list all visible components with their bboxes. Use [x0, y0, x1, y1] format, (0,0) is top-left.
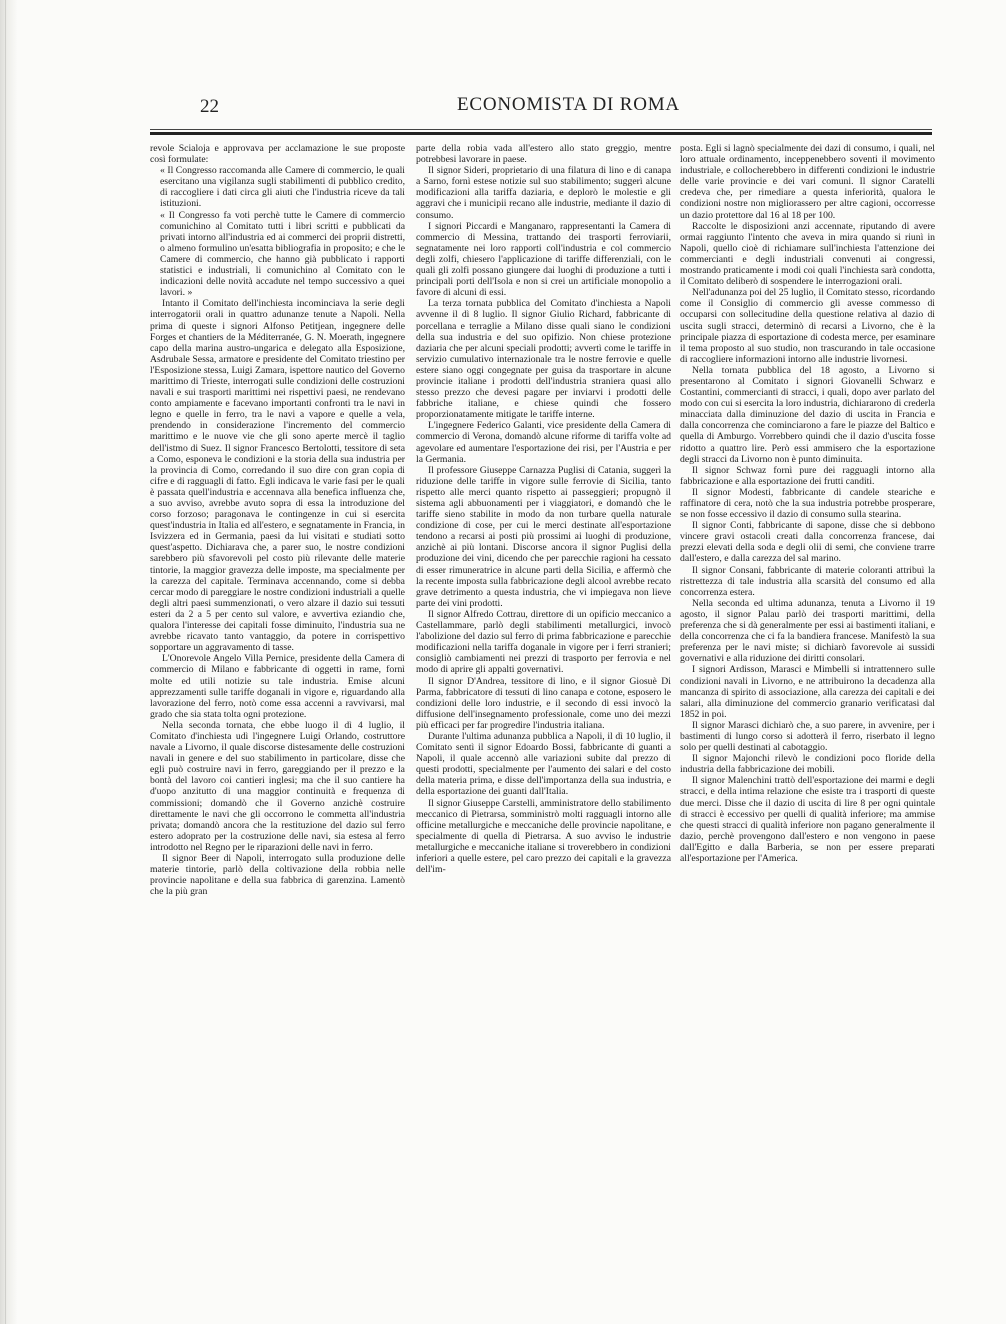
paragraph: Il signor Beer di Napoli, interrogato sulla produzione delle materie tintorie, parlò della coltivazione della robbia nelle provincie napolitane e della sua fabbrica di garenzina. Lamentò che la più gran [150, 853, 405, 898]
paragraph: Il signor Majonchi rilevò le condizioni poco floride della industria della fabbricazione dei mobili. [680, 753, 935, 776]
paragraph: Durante l'ultima adunanza pubblica a Napoli, il dì 10 luglio, il Comitato sentì il signor Edoardo Bossi, fabbricante di guanti a Napoli, il quale accennò alle variazioni subite dal prezzo di questi prodotti, specialmente per l'aumento dei salari e del costo della materia prima, e disse dell'importanza della sua industria, e della esportazione dei guanti dall'Italia. [416, 730, 671, 798]
paragraph: Intanto il Comitato dell'inchiesta incominciava la serie degli interrogatorii orali in quattro adunanze tenute a Napoli. Nella prima di queste i signori Alfonso Petitjean, ingegnere delle Forges et chantiers de la Méditerranée, G. N. Moerath, ingegnere capo della marina austro-ungarica e delegato alla Esposizione, Asdrubale Sessa, armatore e presidente del Comitato triestino per l'Esposizione stessa, Luigi Zamara, ispettore nautico del Governo marittimo di Trieste, interrogati sulle condizioni delle costruzioni navali e sui trasporti marittimi nei rispettivi paesi, ne rendevano conto ampiamente e facevano importanti confronti tra le navi in legno e quelle in ferro, tra le navi a vapore e quelle a vela, prendendo in considerazione l'incremento del commercio marittimo e le nuove vie che gli sono aperte mercè il taglio dell'istmo di Suez. Il signor Francesco Bertolotti, tessitore di seta a Como, esponeva le condizioni e la storia della sua industria per la provincia di Como, corredando il suo dire con gran copia di cifre e di ragguagli di fatto. Egli indicava le varie fasi per le quali è passata quell'industria e accennava alla benefica influenza che, a suo avviso, avrebbe avuto sopra di essa la introduzione del corso forzoso; paragonava le contingenze in cui si esercita quest'industria in Italia ed all'estero, e segnatamente in Francia, in Isvizzera ed in Germania, paesi da lui visitati e studiati sotto quest'aspetto. Dichiarava che, a parer suo, le nostre condizioni sarebbero più sfavorevoli pel costo più rilevante delle materie tintorie, la maggior gravezza delle imposte, ma specialmente per la carezza del capitale. Terminava accennando, come si debba cercar modo di pareggiare le nostre condizioni industriali a quelle degli altri paesi summenzionati, o vero alzare il dazio sui tessuti esteri da 2 a 5 per cento sul valore, e avvertiva eziandio che, qualora l'interesse dei capitali fosse diminuito, l'industria sua ne avrebbe ricavato tanto vantaggio, da potere in corrispettivo sopportare un aggravamento di tasse. [150, 298, 406, 654]
text-column-2 [416, 143, 671, 875]
paragraph: « Il Congresso fa voti perchè tutte le Camere di commercio comunichino al Comitato tutti i libri scritti e pubblicati da privati intorno all'industria ed ai commerci dei proprii distretti, o almeno formulino un'esatta bibliografia in proposito; e che le Camere di commercio, che hanno già pubblicato i rapporti statistici e industriali, li comunichino al Comitato con le indicazioni delle novità accadute nel tempo successivo a quei lavori. » [160, 209, 405, 299]
paragraph: Il signor Giuseppe Carstelli, amministratore dello stabilimento meccanico di Pietrarsa, somministrò molti ragguagli intorno alle officine metallurgiche e meccaniche delle provincie napolitane, e specialmente di quella di Pietrarsa. A suo avviso le industrie metallurgiche e meccaniche italiane si troverebbero in condizioni inferiori a quelle estere, pel caro prezzo dei capitali e la gravezza dell'im- [416, 797, 671, 876]
paragraph: Raccolte le disposizioni anzi accennate, riputando di avere ormai raggiunto l'intento che aveva in mira quando si riunì in Napoli, quello cioè di richiamare sull'inchiesta l'attenzione dei commercianti e degli industriali convenuti ai congressi, mostrando praticamente i modi coi quali l'inchiesta sarà condotta, il Comitato deliberò di sospendere le interrogazioni orali. [680, 220, 935, 288]
paragraph: Nell'adunanza poi del 25 luglio, il Comitato stesso, ricordando come il Consiglio di commercio gli avesse commesso di occuparsi con sollecitudine della questione relativa al dazio di uscita sugli stracci, determinò di recarsi a Livorno, che è la principale piazza di esportazione di codesta merce, per esaminare il tema proposto al suo studio, non trascurando in tale occasione di raccogliere informazioni intorno alle industrie livornesi. [680, 287, 935, 365]
paragraph: Nella seconda ed ultima adunanza, tenuta a Livorno il 19 agosto, il signor Palau parlò dei trasporti marittimi, della preferenza che si dà generalmente per essi ai bastimenti italiani, e della concorrenza che ci fa la bandiera francese. Manifestò la sua preferenza per le navi miste; si dichiarò favorevole ai sussidi governativi e alla riduzione dei diritti consolari. [680, 597, 935, 665]
fold-line [5, 0, 6, 1324]
paragraph: L'Onorevole Angelo Villa Pernice, presidente della Camera di commercio di Milano e fabbricante di oggetti in rame, fornì molte ed utili notizie su tale industria. Emise alcuni apprezzamenti sulle tariffe doganali in vigore e, riguardando alla lavorazione del ferro, notò come essa accenni a ravvivarsi, mal grado che sia stata tolta ogni protezione. [150, 653, 405, 720]
paragraph: Il signor Modesti, fabbricante di candele steariche e raffinatore di cera, notò che la sua industria potrebbe prosperare, se non fosse eccessivo il dazio di consumo sulla stearina. [680, 486, 935, 521]
paragraph: posta. Egli si lagnò specialmente dei dazi di consumo, i quali, nel loro attuale ordinamento, inceppenebbero soventi il movimento industriale, e collocherebbero in differenti condizioni le industrie delle varie provincie e dei vari comuni. Il signor Caratelli credeva che, per rimediare a questa inferiorità, qualora le condizioni nostre non migliorassero per altre cagioni, occorresse un dazio protettore dal 16 al 18 per 100. [680, 143, 935, 221]
paragraph: Nella seconda tornata, che ebbe luogo il dì 4 luglio, il Comitato d'inchiesta udì l'ingegnere Luigi Orlando, costruttore navale a Livorno, il quale discorse distesamente delle costruzioni navali in genere e del suo stabilimento in particolare, disse che egli può costruire navi in ferro, gareggiando per il prezzo e la bontà del lavoro coi cantieri inglesi; ma che il suo cantiere ha d'uopo anzitutto di una maggior continuità e frequenza di commissioni; domandò che il Governo anzichè costruire direttamente le navi che gli occorrono le commetta all'industria privata; domandò ancora che la restituzione del dazio sul ferro estero adoprato per la costruzione delle navi, sia estesa al ferro introdotto nel Regno per le riparazioni delle navi in ferro. [150, 719, 405, 853]
paragraph: Il signor Schwaz fornì pure dei ragguagli intorno alla fabbricazione e alla esportazione dei frutti canditi. [680, 464, 935, 487]
journal-title: ECONOMISTA DI ROMA [457, 94, 680, 115]
page-number: 22 [200, 96, 219, 117]
paragraph: revole Scialoja e approvava per acclamazione le sue proposte così formulate: [150, 143, 405, 166]
header-rule-thin [150, 129, 932, 130]
header-rule-thick [150, 132, 932, 135]
page-fold-shadow [0, 0, 17, 1324]
paragraph: Il signor Consani, fabbricante di materie coloranti attribuì la ristrettezza di tale industria alla scarsità del consumo ed alla concorrenza estera. [680, 564, 935, 598]
paragraph: « Il Congresso raccomanda alle Camere di commercio, le quali esercitano una vigilanza sugli stabilimenti di pubblico credito, di raccogliere i dati circa gli aiuti che l'industria riceve da tali istituzioni. [160, 165, 405, 210]
paragraph: Il signor D'Andrea, tessitore di lino, e il signor Giosuè Di Parma, fabbricatore di tessuti di lino canapa e cotone, esposero le condizioni delle loro industrie, e il secondo di essi invocò la diffusione dell'insegnamento professionale, come uno dei mezzi più efficaci per far progredire l'industria italiana. [416, 675, 671, 731]
paragraph: I signori Piccardi e Manganaro, rappresentanti la Camera di commercio di Messina, trattando dei trasporti ferroviarii, segnatamente nei loro rapporti coll'industria e col commercio degli zolfi, chiesero l'applicazione di tariffe differenziali, con le quali gli zolfi possano giungere dai luoghi di produzione a tutti i principali porti dell'Isola e non si crei un artificiale monopolio a favore di alcuni di essi. [416, 220, 671, 299]
paragraph: Il signor Marasci dichiarò che, a suo parere, in avvenire, per i bastimenti di lungo corso si adotterà il ferro, riserbato il legno solo per quelli destinati al cabotaggio. [680, 719, 935, 754]
text-column-1 [150, 143, 405, 897]
text-column-3 [680, 143, 935, 864]
paragraph: Il signor Conti, fabbricante di sapone, disse che si debbono vincere gravi ostacoli creati dalla concorrenza francese, dai prezzi elevati della soda e degli olii di semi, che conviene trarre dall'estero, e dalla carezza del sal marino. [680, 520, 935, 565]
paragraph: Nella tornata pubblica del 18 agosto, a Livorno si presentarono al Comitato i signori Giovanelli Schwarz e Costantini, commercianti di stracci, i quali, dopo aver parlato del modo con cui si esercita la loro industria, dichiararono di crederla minacciata dalla diminuzione del dazio di uscita in Francia e dalla concorrenza che cominciarono a fare le piazze del Baltico e quella di Amburgo. Vorrebbero quindi che il dazio d'uscita fosse ridotto a quattro lire. Però essi ammisero che la esportazione degli stracci da Livorno non è punto diminuita. [680, 364, 935, 465]
paragraph: I signori Ardisson, Marasci e Mimbelli si intrattennero sulle condizioni navali in Livorno, e ne attribuirono la decadenza alla mancanza di spirito di associazione, alla carezza dei capitali e dei salari, alla diminuzione del commercio granario verificatasi dal 1852 in poi. [680, 664, 935, 720]
paragraph: Il professore Giuseppe Carnazza Puglisi di Catania, suggerì la riduzione delle tariffe in vigore sulle ferrovie di Sicilia, tanto rispetto alle merci quanto rispetto ai passeggieri; propugnò il sistema agli abbuonamenti per i viaggiatori, e domandò che le tariffe sieno stabilite in modo da non turbare quella naturale condizione di cose, per cui le merci destinate all'esportazione tendono a recarsi ai posti più prossimi ai luoghi di produzione, anzichè ai più lontani. Discorse ancora il signor Puglisi della produzione dei vini, dicendo che per parecchie ragioni ha cessato di esser rimuneratrice in alcune parti della Sicilia, e affermò che la recente imposta sulla fabbricazione degli alcool avrebbe recato grave detrimento a questa industria, che vi impiegava non lieve parte dei vini prodotti. [416, 464, 671, 609]
paragraph: La terza tornata pubblica del Comitato d'inchiesta a Napoli avvenne il dì 8 luglio. Il signor Giulio Richard, fabbricante di porcellana e terraglie a Milano disse quali siano le condizioni della sua industria e del suo opifizio. Non chiese protezione daziaria che per alcuni speciali prodotti; avvertì come le tariffe in servizio cumulativo internazionale tra le nostre ferrovie e quelle estere siano oggi congegnate per guisa da trasportare in alcune provincie italiane i prodotti dell'industria straniera quasi allo stesso prezzo che devesi pagare per inviarvi i prodotti delle fabbriche italiane, e chiese quindi che fossero proporzionatamente mitigate le tariffe interne. [416, 298, 671, 421]
paragraph: Il signor Sideri, proprietario di una filatura di lino e di canapa a Sarno, fornì estese notizie sul suo stabilimento; suggerì alcune modificazioni alla tariffa daziaria, e deplorò le molestie e gli aggravi che i municipii recano alle industrie, mediante il dazio di consumo. [416, 165, 671, 221]
paragraph: Il signor Alfredo Cottrau, direttore di un opificio meccanico a Castellammare, parlò degli stabilimenti metallurgici, invocò l'abolizione del dazio sul ferro di prima fabbricazione e parecchie modificazioni nella tariffa doganale in vigore per i ferri stranieri; consigliò cambiamenti nei prezzi di trasporto per ferrovia e nel modo di aprire gli appalti governativi. [416, 608, 671, 676]
paragraph: parte della robia vada all'estero allo stato greggio, mentre potrebbesi lavorare in paese. [416, 143, 671, 166]
paragraph: L'ingegnere Federico Galanti, vice presidente della Camera di commercio di Verona, domandò alcune riforme di tariffa volte ad agevolare ed aumentare l'esportazione dei risi, per l'Austria e per la Germania. [416, 420, 671, 465]
paragraph: Il signor Malenchini trattò dell'esportazione dei marmi e degli stracci, e della intima relazione che esiste tra i trasporti di queste due merci. Disse che il dazio di uscita di lire 8 per ogni quintale di stracci è eccessivo per quelli di qualità inferiore; ma ammise che questi stracci di qualità inferiore non pagano generalmente il dazio, perchè provengono dall'estero e non vengono in paese dall'Egitto e dalla Barberia, se non per essere preparati all'esportazione per l'America. [680, 775, 935, 864]
